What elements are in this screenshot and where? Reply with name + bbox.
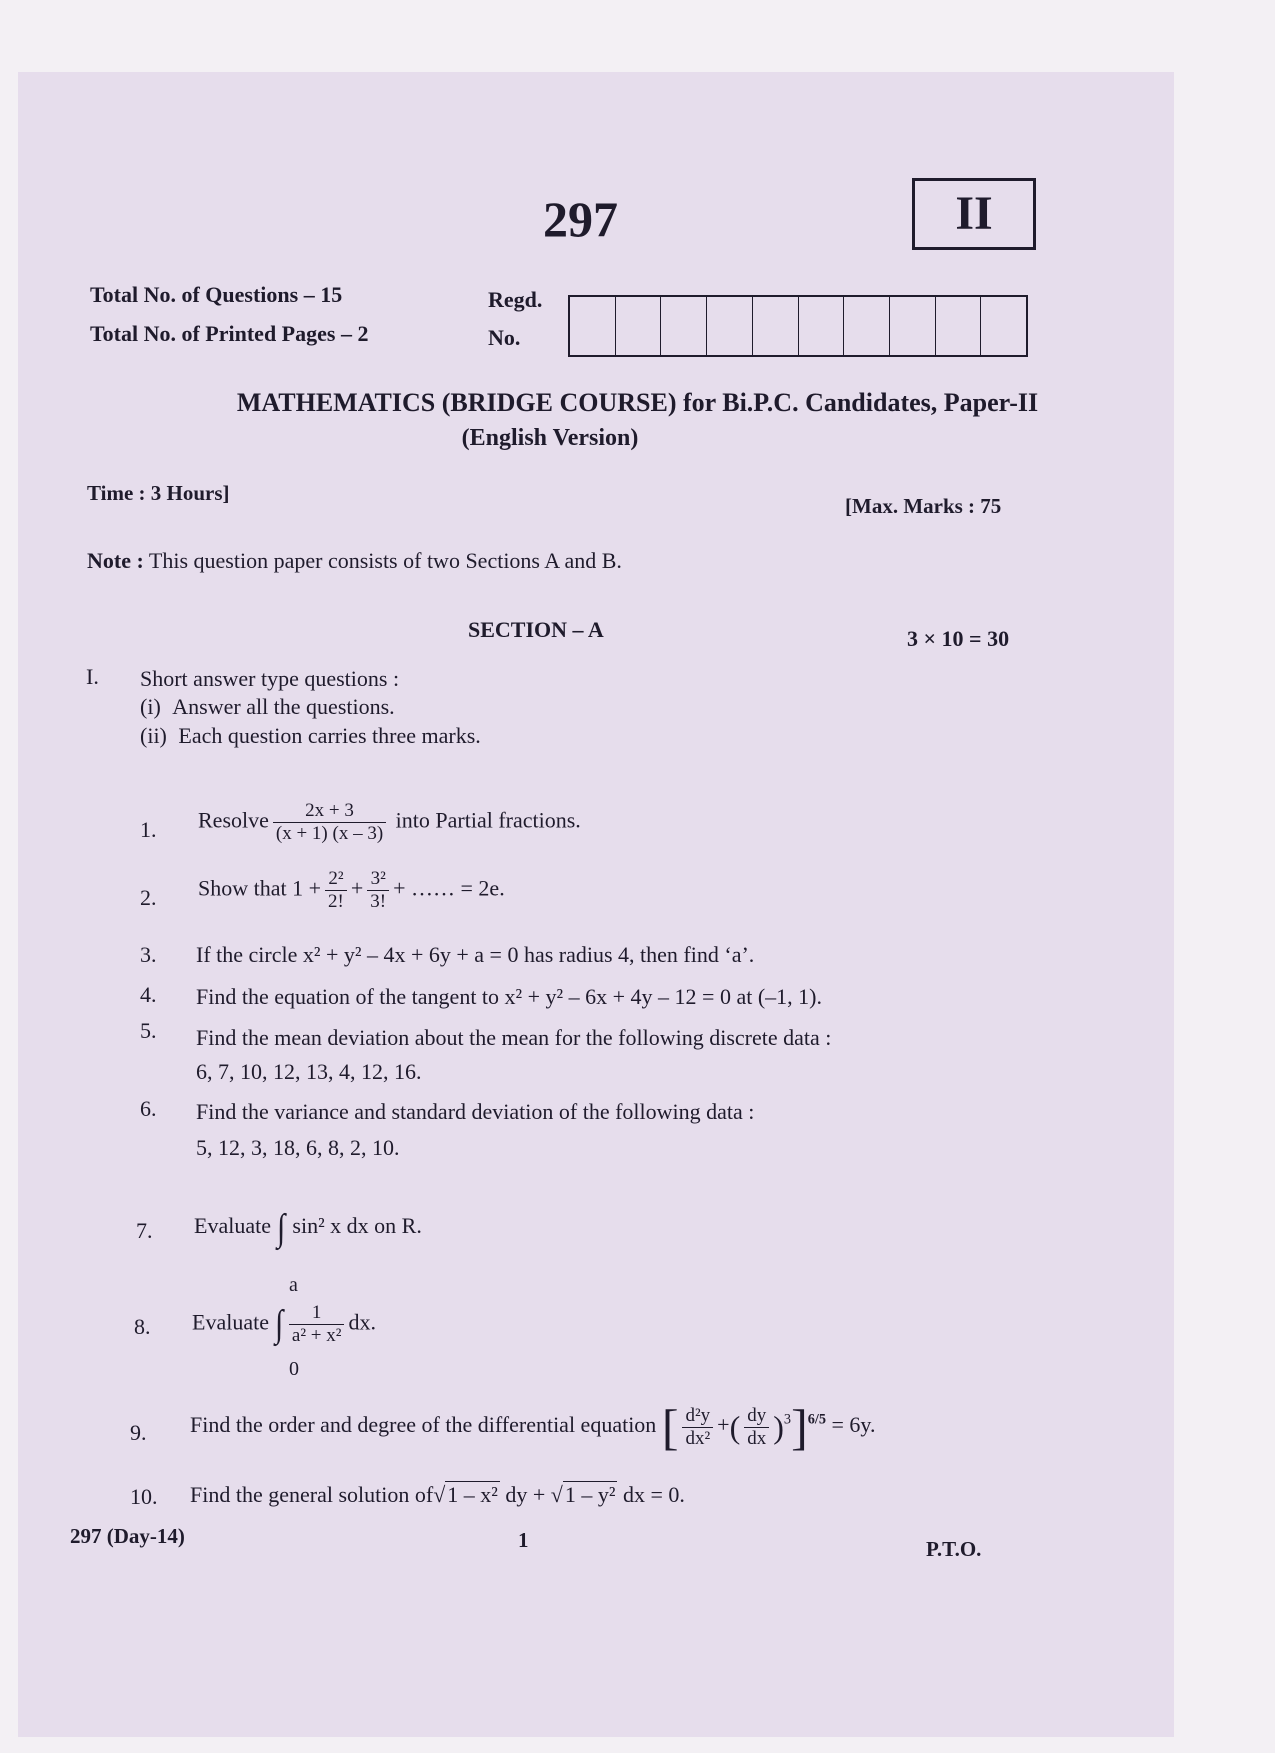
regd-digit-box [890,297,936,355]
plus-sign: + [350,875,364,901]
question-7-body: sin² x dx on R. [292,1213,422,1239]
paper-version: (English Version) [461,425,639,451]
instruction-2-number: (ii) [140,723,167,748]
question-4-number: 4. [140,982,157,1007]
question-9 [190,1399,876,1455]
question-10 [190,1482,685,1508]
question-6: Find the variance and standard deviation of the following data : [196,1099,755,1124]
paper-number-box: II [912,178,1036,250]
fraction-denominator: 3! [370,890,387,912]
page-number: 1 [518,1528,529,1552]
left-bracket: [ [661,1399,679,1455]
question-1-fraction [273,800,386,845]
paper-title: MATHEMATICS (BRIDGE COURSE) for Bi.P.C. Candidates, Paper-II [236,388,1039,417]
regd-digit-box [707,297,753,355]
sqrt-sign: √ [433,1482,446,1507]
fraction-denominator: a² + x² [291,1324,342,1346]
question-9-prefix: Find the order and degree of the differential equation [190,1412,657,1438]
cube-exponent: 3 [783,1411,792,1428]
question-6-data: 5, 12, 3, 18, 6, 8, 2, 10. [196,1135,400,1160]
question-7 [194,1206,422,1250]
question-5-number: 5. [140,1018,157,1043]
instruction-1: Answer all the questions. [172,694,395,719]
question-7-prefix: Evaluate [194,1213,271,1239]
regd-digit-box [616,297,662,355]
question-9-number: 9. [130,1420,147,1445]
fraction-numerator: 3² [367,868,389,891]
note-label: Note : [87,548,144,573]
question-8-prefix: Evaluate [192,1309,269,1335]
section-title: SECTION – A [468,617,604,642]
question-10-middle: dy + [505,1482,546,1507]
integral-upper-limit: a [289,1274,298,1296]
question-10-suffix: dx = 0. [622,1482,685,1507]
pto-label: P.T.O. [926,1537,982,1561]
question-4: Find the equation of the tangent to x² + y² – 6x + 4y – 12 = 0 at (–1, 1). [196,984,822,1009]
question-3: If the circle x² + y² – 4x + 6y + a = 0 has radius 4, then find ‘a’. [196,942,755,967]
part-title: Short answer type questions : [140,666,400,691]
section-marks: 3 × 10 = 30 [907,626,1010,651]
sqrt-sign: √ [550,1482,563,1507]
left-paren: ( [729,1409,741,1445]
regd-digit-box [936,297,982,355]
question-8-number: 8. [134,1314,151,1339]
regd-digit-box [753,297,799,355]
no-label: No. [488,325,521,350]
fraction-numerator: 2x + 3 [273,800,386,823]
radicand-2: 1 – y² [564,1482,616,1507]
integral-sign: ∫ [277,1207,286,1249]
total-pages: Total No. of Printed Pages – 2 [90,321,369,346]
question-10-prefix: Find the general solution of [190,1482,434,1507]
integral-sign: ∫ [275,1303,284,1346]
regd-digit-box [661,297,707,355]
right-bracket: ] [791,1399,808,1455]
question-2-fraction-2 [367,868,389,913]
question-6-number: 6. [140,1096,157,1121]
question-9-suffix: = 6y. [831,1412,876,1438]
question-5-data: 6, 7, 10, 12, 13, 4, 12, 16. [196,1059,422,1084]
fraction-denominator: 2! [328,890,344,912]
question-8 [192,1302,376,1347]
question-8-suffix: dx. [348,1309,376,1335]
instruction-1-number: (i) [140,694,161,719]
question-3-number: 3. [140,942,157,967]
total-questions: Total No. of Questions – 15 [90,282,343,307]
paper-code: 297 [543,191,618,247]
fraction-denominator: dx [747,1427,767,1449]
question-10-number: 10. [130,1484,158,1509]
max-marks: [Max. Marks : 75 [845,494,1002,518]
fraction-numerator: dy [744,1405,769,1428]
question-2 [198,868,505,913]
fraction-numerator: 2² [325,868,347,891]
plus-sign: + [717,1412,730,1438]
outer-exponent: 6/5 [807,1411,826,1428]
time-allowed: Time : 3 Hours] [87,481,230,505]
question-2-fraction-1 [325,868,347,913]
footer-paper-code: 297 (Day-14) [70,1524,185,1548]
question-1-prefix: Resolve [198,807,269,833]
second-derivative-fraction [682,1405,713,1450]
registration-number-boxes [568,295,1028,357]
radicand-1: 1 – x² [447,1482,498,1507]
question-1 [198,800,581,845]
regd-digit-box [570,297,616,355]
fraction-denominator: (x + 1) (x – 3) [275,822,384,844]
note-text: This question paper consists of two Sections A and B. [148,548,622,573]
question-7-number: 7. [136,1218,153,1243]
question-1-suffix: into Partial fractions. [395,807,581,833]
regd-digit-box [844,297,890,355]
right-paren: ) [773,1409,784,1445]
question-2-prefix: Show that 1 + [198,875,322,901]
regd-digit-box [799,297,845,355]
fraction-numerator: 1 [289,1302,345,1325]
first-derivative-fraction [744,1405,769,1450]
integral-lower-limit: 0 [289,1358,299,1380]
part-label: I. [86,664,99,689]
question-8-fraction [289,1302,345,1347]
fraction-denominator: dx² [685,1427,711,1449]
question-2-number: 2. [140,885,157,910]
fraction-numerator: d²y [682,1405,713,1428]
question-1-number: 1. [140,817,157,842]
regd-digit-box [981,297,1026,355]
regd-label: Regd. [488,287,543,312]
question-5: Find the mean deviation about the mean for the following discrete data : [196,1025,832,1050]
instruction-2: Each question carries three marks. [178,723,481,748]
question-2-suffix: + …… = 2e. [393,875,505,901]
